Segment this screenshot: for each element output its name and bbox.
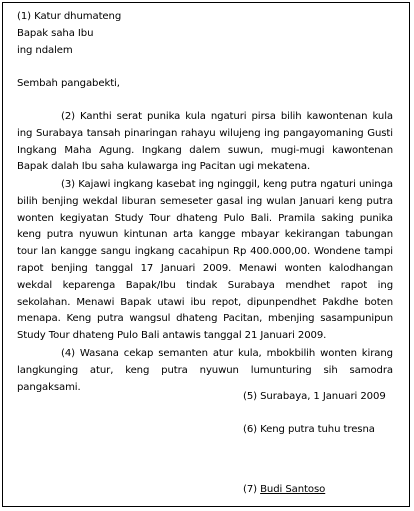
letter-page [2,2,410,507]
address-line-3: ing ndalem [17,44,73,56]
greeting: Sembah pangabekti, [17,78,120,89]
paragraph-2: (2) Kanthi serat punika kula ngaturi pirsa bilih kawontenan kula ing Surabaya tansah pinaringan rahayu wilujeng ing pangayomaning Gusti Ingkang Maha Agung. Ingkang dalem suwun, mugi-mugi kawontenan Bapak dalah Ibu saha kulawarga ing Pacitan ugi mekatena. [17,111,393,173]
signature-number: (7) [243,484,261,495]
signer-name: Budi Santoso [260,484,326,495]
closing-phrase: (6) Keng putra tuhu tresna [243,424,375,435]
address-line-2: Bapak saha Ibu [17,27,94,39]
recipient-address [17,9,121,59]
paragraph-3: (3) Kajawi ingkang kasebat ing nginggil, keng putra ngaturi uninga bilih benjing wekdal liburan semeseter gasal ing wulan Januari keng putra wonten kegiyatan Study Tour dhateng Pulo Bali. Pramila saking punika keng putra nyuwun kintunan arta kangge mbayar kekirangan tabungan tour lan kangge sangu ingkang cacahipun Rp 400.000,00. Wondene tampi rapot benjing tanggal 17 Januari 2009. Menawi wonten kalodhangan wekdal keparenga Bapak/Ibu tindak Surabaya mendhet rapot ing sekolahan. Menawi Bapak utawi ibu repot, dipunpendhet Pakdhe boten menapa. Keng putra wangsul dhateng Pacitan, mbenjing sasampunipun Study Tour dhateng Pulo Bali antawis tanggal 21 Januari 2009. [17,179,393,342]
address-line-1: (1) Katur dhumateng [17,11,122,22]
paragraph-4: (4) Wasana cekap semanten atur kula, mbokbilih wonten kirang langkunging atur, keng putra nyuwun lumunturing sih samodra pangaksami. [17,348,393,393]
signature-block [243,482,325,499]
place-date: (5) Surabaya, 1 Januari 2009 [243,391,386,402]
